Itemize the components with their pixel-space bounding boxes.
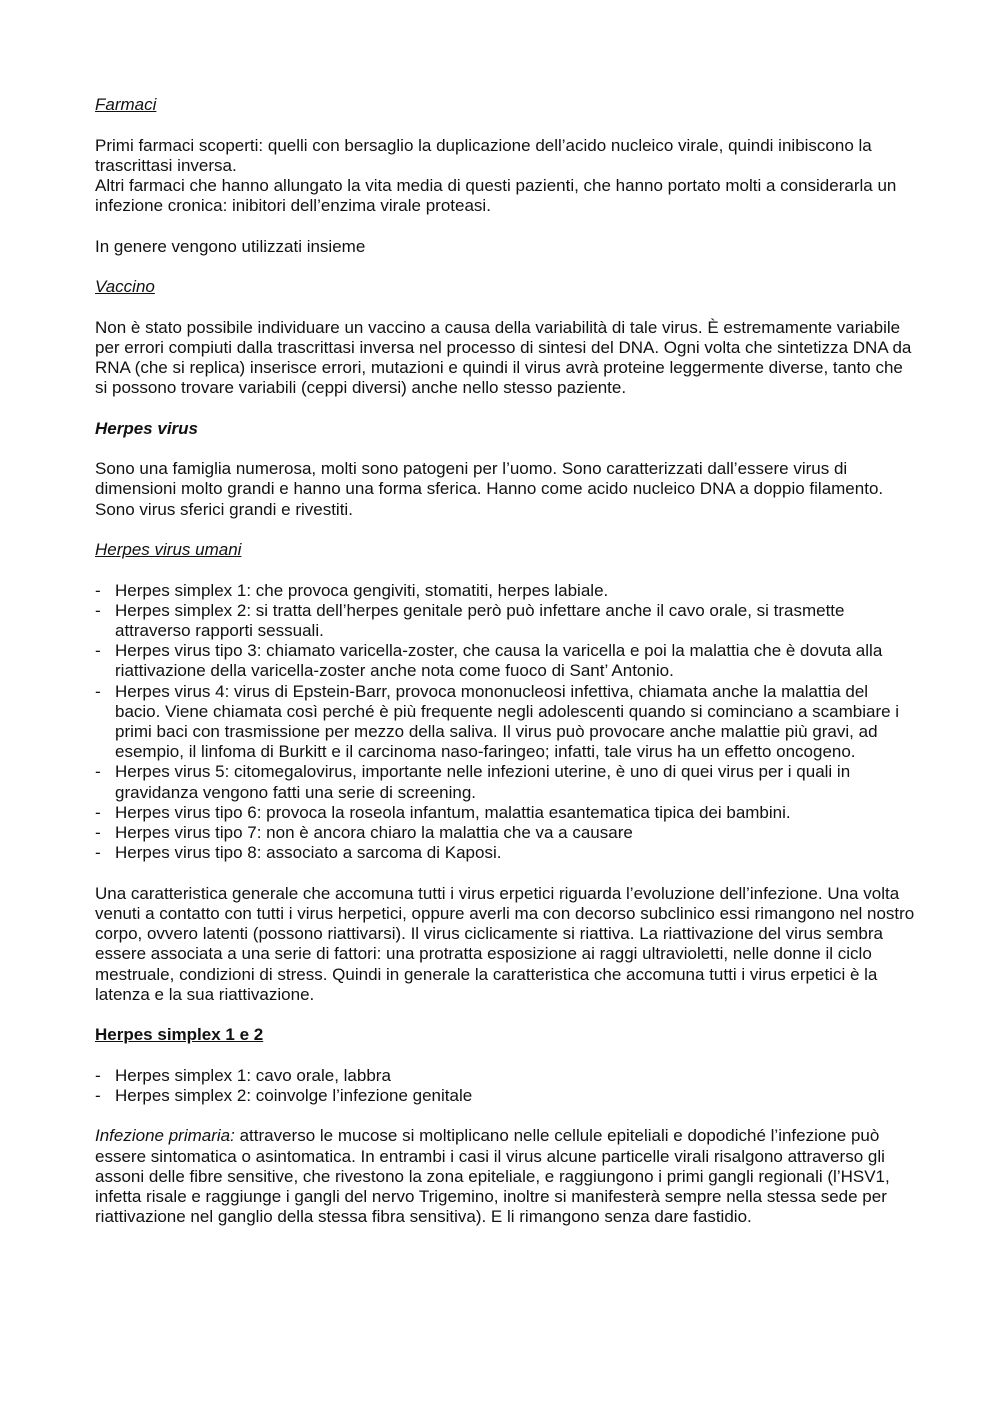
document-page (95, 95, 915, 1228)
list-item-text: Herpes virus 4: virus di Epstein-Barr, provoca mononucleosi infettiva, chiamata anche la malattia del bacio. Viene chiamata così perché è più frequente negli adolescenti quando si cominciano a scambiare i primi baci con trasmissione per mezzo della saliva. Il virus può provocare anche malattie più gravi, ad esempio, il linfoma di Burkitt e il carcinoma naso-faringeo; infatti, tale virus ha un effetto oncogeno. (115, 681, 900, 762)
dash-bullet: - (95, 641, 101, 661)
list-item (95, 803, 915, 823)
herpes-simplex-list (95, 1066, 915, 1106)
list-item-text: Herpes virus 5: citomegalovirus, importante nelle infezioni uterine, è uno di quei virus per i quali in gravidanza vengono fatti una serie di screening. (115, 762, 851, 802)
paragraph-herpes-virus: Sono una famiglia numerosa, molti sono patogeni per l’uomo. Sono caratterizzati dall’essere virus di dimensioni molto grandi e hanno una forma sferica. Hanno come acido nucleico DNA a doppio filamento. Sono virus sferici grandi e rivestiti. (95, 459, 884, 519)
dash-bullet: - (95, 1065, 101, 1085)
list-item-text: Herpes simplex 2: si tratta dell’herpes genitale però può infettare anche il cavo orale, si trasmette attraverso rapporti sessuali. (115, 600, 845, 641)
dash-bullet: - (95, 580, 101, 600)
list-item (95, 682, 915, 763)
dash-bullet: - (95, 600, 101, 620)
dash-bullet: - (95, 762, 101, 782)
paragraph-farmaci-1: Primi farmaci scoperti: quelli con bersaglio la duplicazione dell’acido nucleico virale, quindi inibiscono la trascrittasi inversa. (95, 135, 872, 175)
dash-bullet: - (95, 802, 101, 822)
list-item-text: Herpes simplex 1: cavo orale, labbra (115, 1065, 391, 1085)
paragraph-farmaci-3: In genere vengono utilizzati insieme (95, 236, 366, 256)
section-heading-farmaci: Farmaci (95, 95, 157, 114)
list-item (95, 1086, 915, 1106)
paragraph-farmaci-2: Altri farmaci che hanno allungato la vita media di questi pazienti, che hanno portato molti a considerarla un infezione cronica: inibitori dell’enzima virale proteasi. (95, 175, 897, 216)
herpes-types-list (95, 581, 915, 864)
list-item-text: Herpes virus tipo 3: chiamato varicella-zoster, che causa la varicella e poi la malattia che è dovuta alla riattivazione della varicella-zoster anche nota come fuoco di Sant’ Antonio. (115, 641, 883, 681)
dash-bullet: - (95, 843, 101, 863)
dash-bullet: - (95, 681, 101, 701)
paragraph-vaccino: Non è stato possibile individuare un vaccino a causa della variabilità di tale virus. È estremamente variabile per errori compiuti dalla trascrittasi inversa nel processo di sintesi del DNA. Ogni volta che sintetizza DNA da RNA (che si replica) inserisce errori, mutazioni e quindi il virus avrà proteine leggermente diverse, tanto che si possono trovare variabili (ceppi diversi) anche nello stesso paziente. (95, 317, 912, 398)
section-heading-herpes-simplex: Herpes simplex 1 e 2 (95, 1025, 264, 1045)
list-item (95, 601, 915, 641)
paragraph-latenza: Una caratteristica generale che accomuna tutti i virus erpetici riguarda l’evoluzione dell’infezione. Una volta venuti a contatto con tutti i virus herpetici, oppure averli ma con decorso subclinico essi rimangono nel nostro corpo, ovvero latenti (possono riattivarsi). Il virus ciclicamente si riattiva. La riattivazione del virus sembra essere associata a una serie di fattori: una protratta esposizione ai raggi ultravioletti, nelle donne il ciclo mestruale, condizioni di stress. Quindi in generale la caratteristica che accomuna tutti i virus erpetici è la latenza e la sua riattivazione. (95, 883, 915, 1004)
infezione-primaria-label: Infezione primaria: (95, 1126, 235, 1146)
list-item (95, 1066, 915, 1086)
paragraph-infezione-primaria (95, 1126, 915, 1227)
section-heading-herpes-virus: Herpes virus (95, 418, 198, 438)
dash-bullet: - (95, 823, 101, 843)
list-item-text: Herpes simplex 2: coinvolge l’infezione genitale (115, 1085, 473, 1105)
dash-bullet: - (95, 1085, 101, 1105)
list-item (95, 823, 915, 843)
list-item (95, 641, 915, 681)
list-item-text: Herpes virus tipo 7: non è ancora chiaro la malattia che va a causare (115, 823, 633, 843)
list-item-text: Herpes simplex 1: che provoca gengiviti, stomatiti, herpes labiale. (115, 580, 609, 600)
list-item-text: Herpes virus tipo 6: provoca la roseola infantum, malattia esantematica tipica dei bambini. (115, 802, 791, 822)
list-item (95, 843, 915, 863)
list-item (95, 762, 915, 802)
section-heading-vaccino: Vaccino (95, 277, 155, 297)
list-item-text: Herpes virus tipo 8: associato a sarcoma di Kaposi. (115, 843, 502, 863)
section-heading-herpes-umani: Herpes virus umani (95, 540, 242, 560)
infezione-primaria-text: attraverso le mucose si moltiplicano nelle cellule epiteliali e dopodiché l’infezione può essere sintomatica o asintomatica. In entrambi i casi il virus alcune particelle virali risalgono attraverso gli assoni delle fibre sensitive, che rivestono la zona epiteliale, e raggiungono i primi gangli regionali (l’HSV1, infetta risale e raggiunge i gangli del nervo Trigemino, inoltre si manifesterà sempre nella stessa sede per riattivazione nel ganglio della stessa fibra sensitiva). E li rimangono senza dare fastidio. (95, 1126, 890, 1227)
list-item (95, 581, 915, 601)
